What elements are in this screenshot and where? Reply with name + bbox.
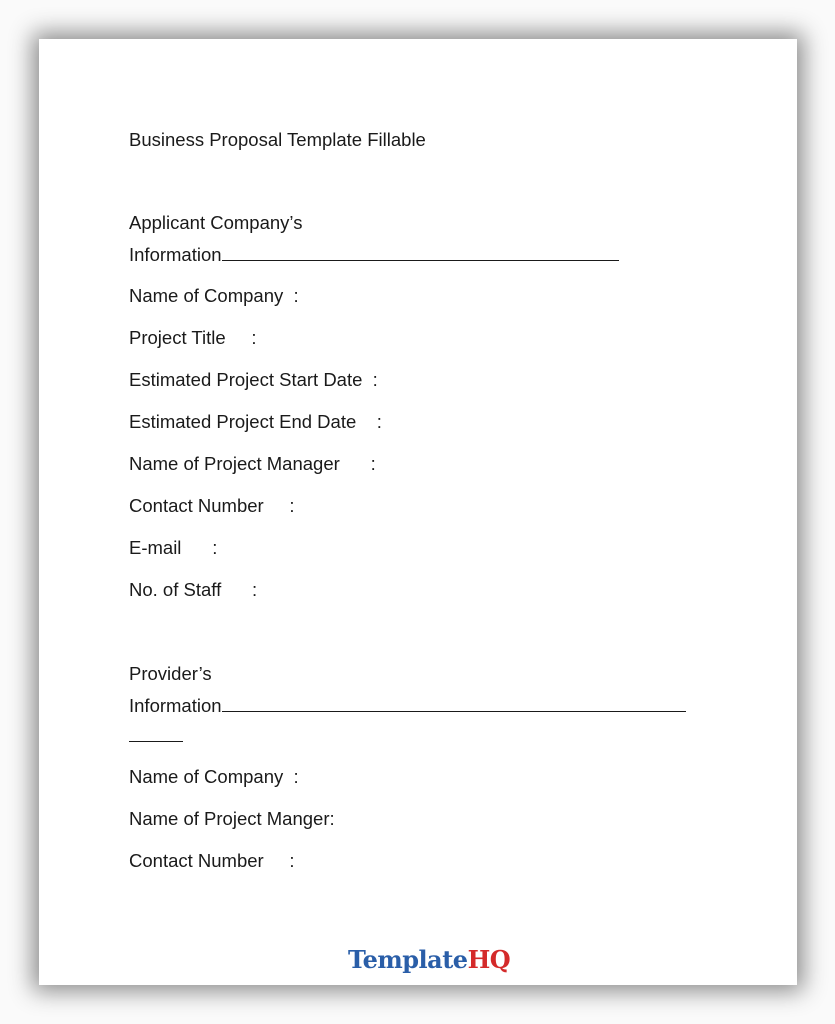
applicant-field[interactable]: Contact Number : bbox=[129, 495, 295, 516]
applicant-field[interactable]: Project Title : bbox=[129, 327, 257, 348]
applicant-info-label: Information bbox=[129, 244, 222, 265]
templatehq-logo: TemplateHQ bbox=[348, 945, 511, 974]
provider-info-line[interactable] bbox=[129, 693, 686, 717]
applicant-field[interactable]: Name of Company : bbox=[129, 285, 299, 306]
applicant-field[interactable]: E-mail : bbox=[129, 537, 218, 558]
applicant-info-line[interactable] bbox=[129, 242, 619, 266]
applicant-field[interactable]: No. of Staff : bbox=[129, 579, 258, 600]
provider-info-label: Information bbox=[129, 695, 222, 716]
provider-field[interactable]: Contact Number : bbox=[129, 850, 295, 871]
document-title: Business Proposal Template Fillable bbox=[129, 129, 426, 150]
provider-field[interactable]: Name of Project Manger: bbox=[129, 808, 335, 829]
provider-field[interactable]: Name of Company : bbox=[129, 766, 299, 787]
provider-heading: Provider’s bbox=[129, 663, 212, 684]
applicant-info-blank[interactable] bbox=[222, 242, 619, 261]
applicant-field[interactable]: Name of Project Manager : bbox=[129, 453, 376, 474]
applicant-field[interactable]: Estimated Project Start Date : bbox=[129, 369, 378, 390]
applicant-field[interactable]: Estimated Project End Date : bbox=[129, 411, 382, 432]
provider-info-blank[interactable] bbox=[222, 693, 686, 712]
provider-info-blank-cont[interactable] bbox=[129, 723, 183, 747]
applicant-heading: Applicant Company’s bbox=[129, 212, 303, 233]
document-page bbox=[39, 39, 797, 985]
